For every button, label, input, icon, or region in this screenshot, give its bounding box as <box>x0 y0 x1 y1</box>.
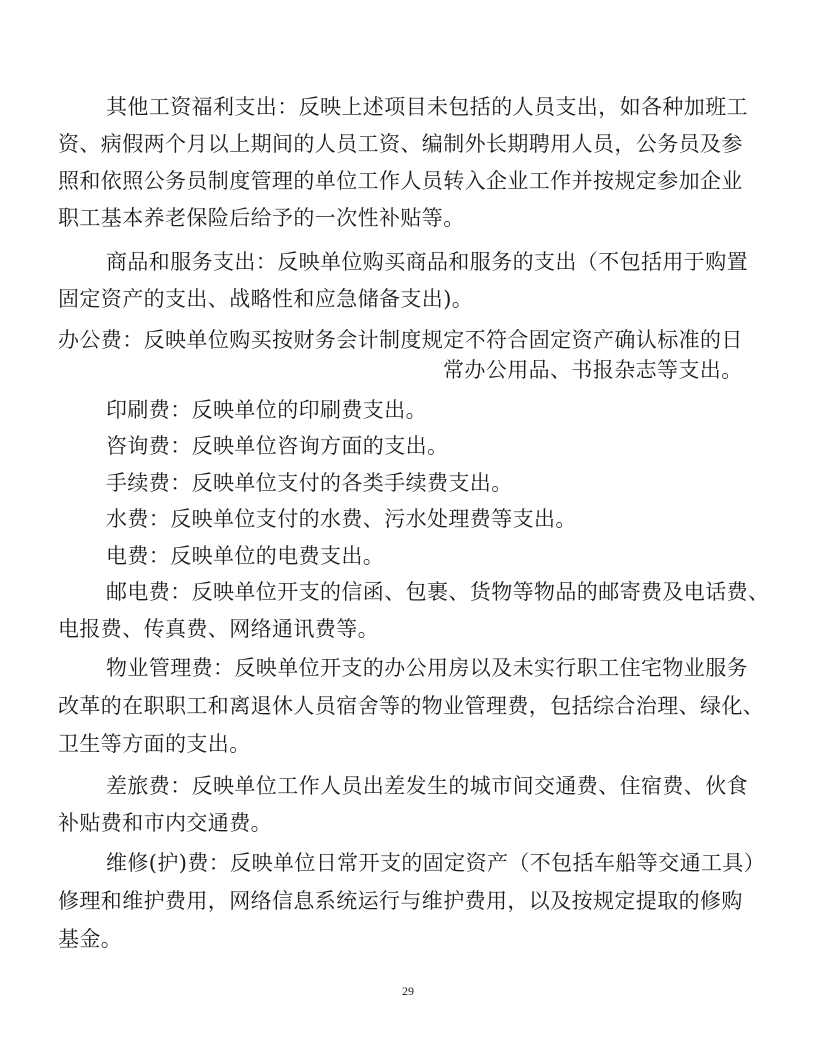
text-line: 基金。 <box>58 927 123 951</box>
text-line: 咨询费：反映单位咨询方面的支出。 <box>106 434 449 458</box>
text-line: 资、病假两个月以上期间的人员工资、编制外长期聘用人员，公务员及参 <box>58 132 743 156</box>
text-line: 维修(护)费：反映单位日常开支的固定资产（不包括车船等交通工具） <box>106 851 766 875</box>
text-line: 物业管理费：反映单位开支的办公用房以及未实行职工住宅物业服务 <box>106 656 748 680</box>
text-line: 补贴费和市内交通费。 <box>58 811 272 835</box>
text-line: 邮电费：反映单位开支的信函、包裹、货物等物品的邮寄费及电话费、 <box>106 580 770 604</box>
text-line: 常办公用品、书报杂志等支出。 <box>443 358 743 382</box>
text-line: 办公费：反映单位购买按财务会计制度规定不符合固定资产确认标准的日 <box>58 328 743 352</box>
text-line: 其他工资福利支出：反映上述项目未包括的人员支出，如各种加班工 <box>106 95 748 119</box>
text-line: 水费：反映单位支付的水费、污水处理费等支出。 <box>106 507 577 531</box>
text-line: 印刷费：反映单位的印刷费支出。 <box>106 398 427 422</box>
text-line: 卫生等方面的支出。 <box>58 732 251 756</box>
text-line: 固定资产的支出、战略性和应急储备支出)。 <box>58 287 474 311</box>
text-line: 修理和维护费用，网络信息系统运行与维护费用，以及按规定提取的修购 <box>58 889 743 913</box>
text-line: 商品和服务支出：反映单位购买商品和服务的支出（不包括用于购置 <box>106 250 748 274</box>
text-line: 职工基本养老保险后给予的一次性补贴等。 <box>58 206 465 230</box>
text-line: 差旅费：反映单位工作人员出差发生的城市间交通费、住宿费、伙食 <box>106 774 748 798</box>
text-line: 电费：反映单位的电费支出。 <box>106 544 385 568</box>
page-number: 29 <box>402 984 414 998</box>
text-line: 手续费：反映单位支付的各类手续费支出。 <box>106 471 513 495</box>
text-line: 照和依照公务员制度管理的单位工作人员转入企业工作并按规定参加企业 <box>58 169 743 193</box>
text-line: 电报费、传真费、网络通讯费等。 <box>58 617 379 641</box>
text-line: 改革的在职职工和离退休人员宿舍等的物业管理费，包括综合治理、绿化、 <box>58 694 765 718</box>
